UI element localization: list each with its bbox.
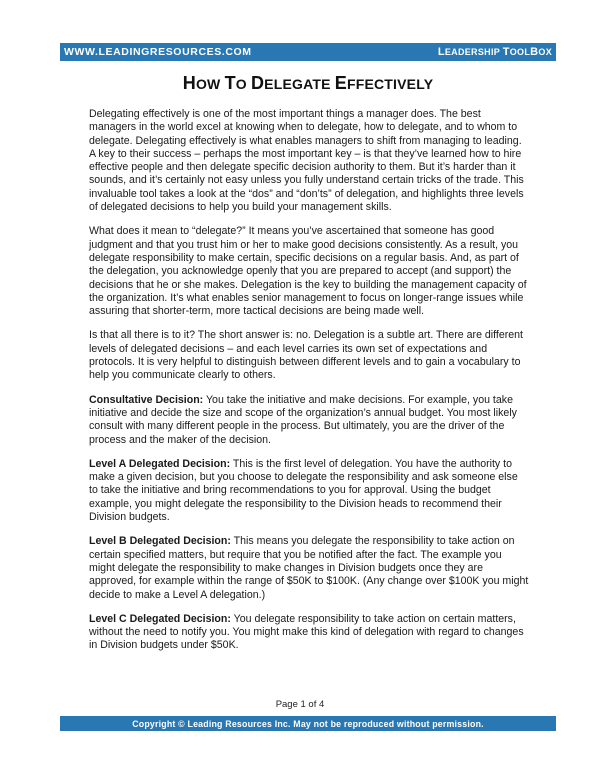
paragraph-level-a (89, 458, 529, 524)
paragraph-level-c (89, 613, 529, 653)
paragraph-meaning (89, 225, 529, 318)
term-label: Level B Delegated Decision: (89, 535, 231, 548)
paragraph-text: What does it mean to “delegate?” It means you’ve ascertained that someone has good judgment and that you trust him or her to make good decisions consistently. As a result, you delegate responsibility to make certain, specific decisions on a regular basis. And, as part of the delegation, you acknowledge openly that you are prepared to accept (and support) the decisions that he or she makes. Delegation is the key to building the management capacity of the organization. It’s what enables senior management to focus on longer-range issues while assuring that shorter-term, more tactical decisions are being made well. (89, 225, 527, 318)
paragraph-text: This is the first level of delegation. You have the authority to make a given decision, but you choose to delegate the responsibility and ask someone else to take the initiative and bring recommendations to you for approval. Using the budget example, you might delegate the responsibility to the Division heads to recommend their Division budgets. (89, 457, 518, 524)
term-label: Consultative Decision: (89, 393, 204, 406)
header-bar (60, 43, 556, 61)
footer-bar (60, 716, 556, 731)
paragraph-text: This means you delegate the responsibility to take action on certain specified matters, but require that you be notified after the fact. The example you might delegate the responsibility to make changes in Division budgets once they are approved, for example within the range of $50K to $100K. (Any change over $100K you might decide to make a Level A delegation.) (89, 535, 529, 601)
term-label: Level C Delegated Decision: (89, 612, 231, 625)
term-label: Level A Delegated Decision: (89, 457, 231, 470)
paragraph-text: You take the initiative and make decisions. For example, you take initiative and decide the size and scope of the organization’s annual budget. You most likely consult with many different people in the process. But ultimately, you are the driver of the process and the maker of the decision. (89, 393, 517, 446)
paragraph-level-b (89, 535, 529, 601)
header-url[interactable]: WWW.LEADINGRESOURCES.COM (64, 46, 252, 58)
paragraph-text: Delegating effectively is one of the most important things a manager does. The best managers in the world excel at knowing when to delegate, how to delegate, and to whom to delegate. Delegating effectively is what enables managers to shift from managing to leading. A key to their success – perhaps the most important key – is that they’ve learned how to hire effective people and then delegate specific decision authority to them. But it’s harder than it sounds, and it’s certainly not easy unless you fully understand certain tricks of the trade. This invaluable tool takes a look at the “dos” and “don’ts” of delegation, and highlights three levels of delegated decisions to help you build your management skills. (89, 108, 524, 214)
page-number: Page 1 of 4 (275, 699, 325, 710)
paragraph-text: You delegate responsibility to take action on certain matters, without the need to notify you. You might make this kind of delegation with regard to changes in Division budgets under $50K. (89, 612, 524, 652)
page-title: HOW TO DELEGATE EFFECTIVELY (182, 73, 434, 93)
header-brand: LEADERSHIP TOOLBOX (437, 46, 552, 58)
paragraph-intro (89, 108, 529, 214)
paragraph-levels-overview (89, 329, 529, 382)
paragraph-consultative (89, 394, 529, 447)
paragraph-text: Is that all there is to it? The short answer is: no. Delegation is a subtle art. There are different levels of delegated decisions – and each level carries its own set of expectations and protocols. It is very helpful to distinguish between different levels and to gain a vocabulary to help you communicate clearly to others. (89, 329, 523, 382)
copyright-notice: Copyright © Leading Resources Inc. May not be reproduced without permission. (132, 718, 484, 729)
document-body (89, 108, 529, 664)
